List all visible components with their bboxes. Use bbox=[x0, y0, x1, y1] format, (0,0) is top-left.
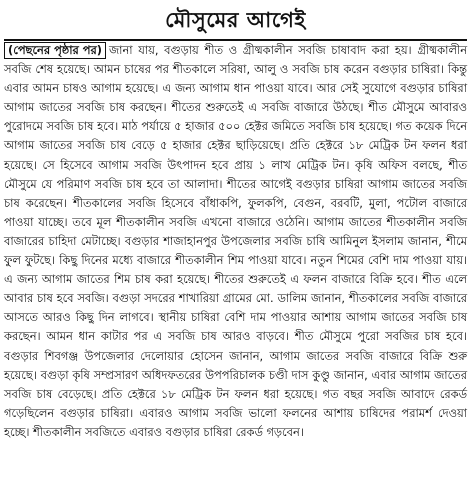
article-body bbox=[4, 41, 467, 442]
article-text: জানা যায়, বগুড়ায় শীত ও গ্রীষ্মকালীন সবজি চাষাবাদ করা হয়। গ্রীষ্মকালীন সবজি শেষ হয়েছে। আমন চাষের পর শীতকালে সরিষা, আলু ও সবজি চাষ করেন বগুড়ার চাষিরা। কিন্তু এবার আমন চাষও আগাম হয়েছে। এ জন্য আগাম ধান পাওয়া যাবে। আর সেই সুযোগে বগুড়ার চাষিরা আগাম জাতের সবজি চাষ করছেন। শীতের শুরুতেই এ সবজি বাজারে উঠছে। শীত মৌসুমে আবারও পুরোদমে সবজি চাষ হবে। মাঠ পর্যায়ে ৫ হাজার ৫০০ হেক্টর জমিতে সবজি চাষ হয়েছে। গত কয়েক দিনে আগাম জাতের সবজি চাষ বেড়ে ৫ হাজার হেক্টর ছাড়িয়েছে। প্রতি হেক্টরে ১৮ মেট্রিক টন ফলন ধরা হয়েছে। সে হিসেবে আগাম সবজি উৎপাদন হবে প্রায় ১ লাখ মেট্রিক টন। কৃষি অফিস বলছে, শীত মৌসুমে যে পরিমাণ সবজি চাষ হবে তা আলাদা। শীতের আগেই বগুড়ার চাষিরা আগাম জাতের সবজি চাষ করেছেন। শীতকালের সবজি হিসেবে বাঁধাকপি, ফুলকপি, বেগুন, বরবটি, মুলা, পটোল বাজারে পাওয়া যাচ্ছে। তবে মূল শীতকালীন সবজি এখনো বাজারে ওঠেনি। আগাম জাতের শীতকালীন সবজি বাজারের চাহিদা মেটাচ্ছে। বগুড়ার শাজাহানপুর উপজেলার সবজি চাষি আমিনুল ইসলাম জানান, শীমে ফুল ফুটছে। কিছু দিনের মধ্যে বাজারে শীতকালীন শিম পাওয়া যাবে। নতুন শিমের বেশি দাম পাওয়া যায়। এ জন্য আগাম জাতের শিম চাষ করা হয়েছে। শীতের শুরুতেই এ ফলন বাজারে বিক্রি হবে। শীত এলে আবার চাষ হবে সবজি। বগুড়া সদরের শাখারিয়া গ্রামের মো. ডালিম জানান, শীতকালের সবজি বাজারে আসতে আরও কিছু দিন লাগবে। স্থানীয় চাষিরা বেশি দাম পাওয়ার আশায় আগাম জাতের সবজি চাষ করছেন। আমন ধান কাটার পর এ সবজি চাষ আরও বাড়বে। শীত মৌসুমে পুরো সবজির চাষ হবে। বগুড়ার শিবগঞ্জ উপজেলার দেলোয়ার হোসেন জানান, আগাম জাতের সবজি বাজারে বিক্রি শুরু হয়েছে। বগুড়া কৃষি সম্প্রসারণ অধিদফতরের উপপরিচালক চণ্ডী দাস কুণ্ডু জানান, এবার আগাম জাতের সবজি চাষ বেড়েছে। প্রতি হেক্টরে ১৮ মেট্রিক টন ফলন ধরা হয়েছে। গত বছর সবজি আবাদে রেকর্ড গড়েছিলেন বগুড়ার চাষিরা। এবারও আগাম সবজি ভালো ফলনের আশায় চাষিদের পরামর্শ দেওয়া হচ্ছে। শীতকালীন সবজিতে এবারও বগুড়ার চাষিরা রেকর্ড গড়বেন। bbox=[4, 43, 467, 439]
article-headline: মৌসুমের আগেই bbox=[165, 8, 306, 32]
continued-from-previous-page-label: (পেছনের পৃষ্ঠার পর) bbox=[4, 42, 106, 59]
article-paragraph bbox=[4, 41, 467, 442]
